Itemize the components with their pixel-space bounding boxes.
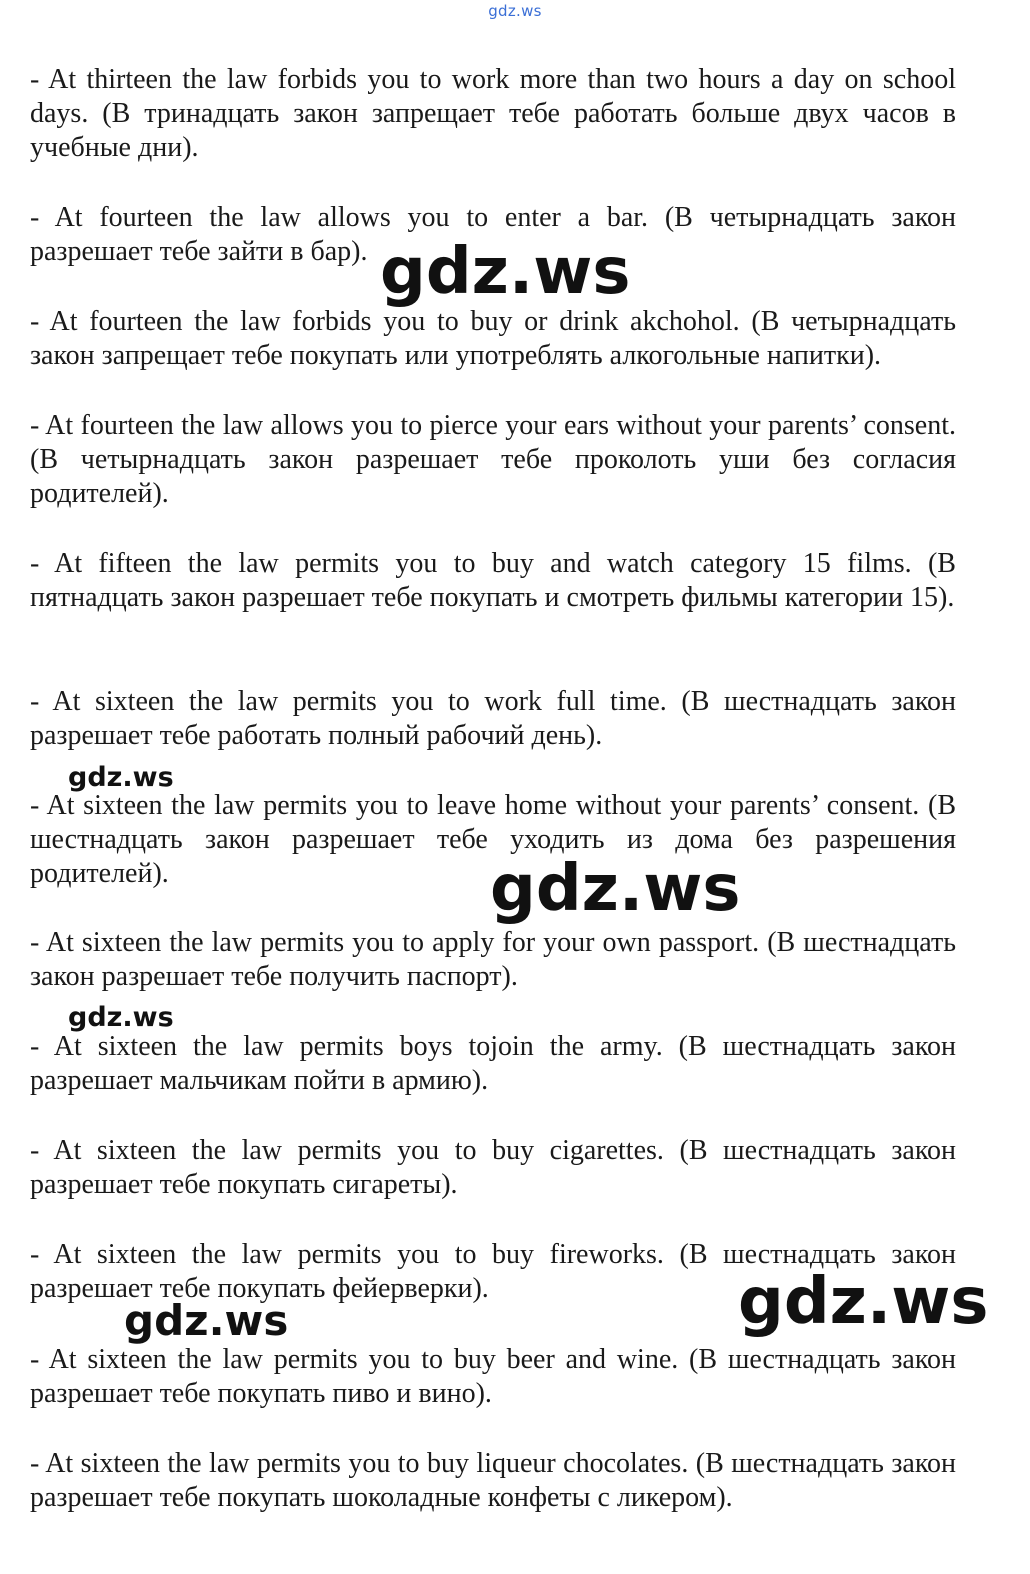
watermark-gdz: gdz.ws	[490, 852, 741, 926]
paragraph-12: - At sixteen the law permits you to buy beer and wine. (В шестнадцать закон разрешает тебе покупать пиво и вино).	[30, 1344, 956, 1409]
watermark-gdz: gdz.ws	[68, 762, 174, 793]
paragraph-11: - At sixteen the law permits you to buy fireworks. (В шестнадцать закон разрешает тебе покупать фейерверки).	[30, 1239, 956, 1304]
paragraph-6: - At sixteen the law permits you to work full time. (В шестнадцать закон разрешает тебе работать полный рабочий день).	[30, 686, 956, 751]
watermark-gdz: gdz.ws	[124, 1296, 289, 1345]
paragraph-7: - At sixteen the law permits you to leave home without your parents’ consent. (В шестнадцать закон разрешает тебе уходить из дома без разрешения родителей).	[30, 790, 956, 889]
paragraph-3: - At fourteen the law forbids you to buy or drink akchohol. (В четырнадцать закон запрещает тебе покупать или употреблять алкогольные напитки).	[30, 306, 956, 371]
site-mark: gdz.ws	[488, 2, 542, 20]
paragraph-4: - At fourteen the law allows you to pierce your ears without your parents’ consent. (В четырнадцать закон разрешает тебе проколоть уши без согласия родителей).	[30, 410, 956, 509]
watermark-gdz: gdz.ws	[68, 1002, 174, 1033]
paragraph-13: - At sixteen the law permits you to buy liqueur chocolates. (В шестнадцать закон разрешает тебе покупать шоколадные конфеты с ликером).	[30, 1448, 956, 1513]
watermark-gdz: gdz.ws	[380, 235, 631, 309]
paragraph-1: - At thirteen the law forbids you to work more than two hours a day on school days. (В тринадцать закон запрещает тебе работать больше двух часов в учебные дни).	[30, 64, 956, 163]
paragraph-9: - At sixteen the law permits boys tojoin the army. (В шестнадцать закон разрешает мальчикам пойти в армию).	[30, 1031, 956, 1096]
paragraph-2: - At fourteen the law allows you to enter a bar. (В четырнадцать закон разрешает тебе зайти в бар).	[30, 202, 956, 267]
watermark-gdz: gdz.ws	[738, 1265, 989, 1339]
paragraph-8: - At sixteen the law permits you to apply for your own passport. (В шестнадцать закон разрешает тебе получить паспорт).	[30, 927, 956, 992]
paragraph-10: - At sixteen the law permits you to buy cigarettes. (В шестнадцать закон разрешает тебе покупать сигареты).	[30, 1135, 956, 1200]
paragraph-5: - At fifteen the law permits you to buy and watch category 15 films. (В пятнадцать закон разрешает тебе покупать и смотреть фильмы категории 15).	[30, 548, 956, 613]
